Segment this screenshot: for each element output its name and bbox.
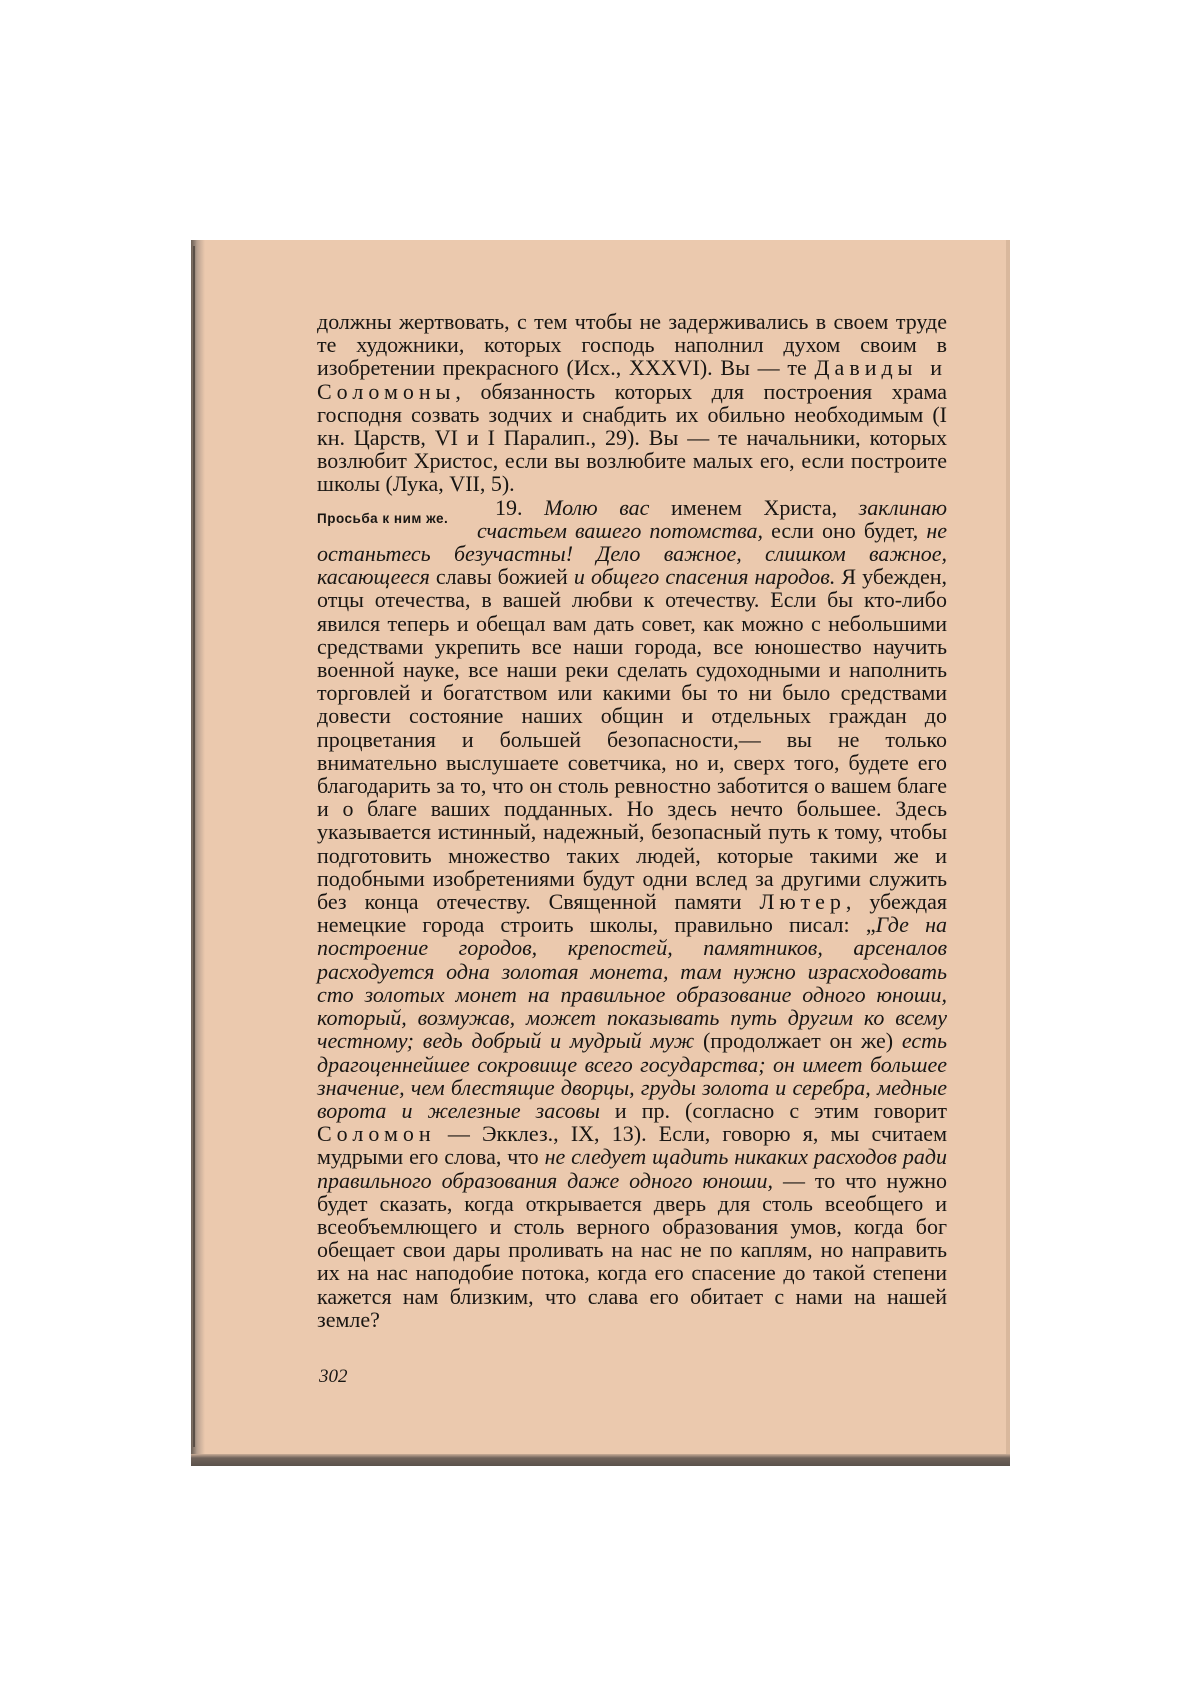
italic-text: заклинаю счастьем вашего потомства, [477, 494, 948, 543]
page-bottom-edge [191, 1454, 1010, 1466]
text-run: и пр. (согласно с этим говорит [599, 1097, 947, 1123]
section-number: 19. [495, 494, 523, 520]
italic-text: есть драгоценнейшее сокровище всего государства; он имеет большее значение, чем блестящие дворцы, груды золота и серебра, медные ворота и железные засовы [317, 1028, 947, 1123]
paragraph [317, 496, 947, 1331]
text-run: (продолжает он же) [694, 1028, 902, 1054]
text-run: должны жертвовать, с тем чтобы не задерживались в своем труде те художники, которых господь наполнил духом своим в изобретении прекрасного (Исх., XXXVI). Вы — те [317, 309, 947, 381]
italic-text: не останьтесь безучастны! Дело важное, слишком важное, касающееся [317, 517, 947, 590]
margin-note: Просьба к ним же. [317, 510, 449, 526]
italic-text: не следует щадить никаких расходов ради правильного образования даже одного юноши, [317, 1144, 947, 1193]
text-run: , обязанность которых для построения храма господня созвать зодчих и снабдить их обильно необходимым (I кн. Царств, VI и I Паралип., 29). Вы — те начальники, которых возлюбит Христос, если вы возлюбите малых его, если построите школы (Лука, VII, 5). [317, 378, 947, 497]
book-page [191, 240, 1010, 1466]
page-number: 302 [319, 1366, 348, 1387]
text-run: Я убежден, отцы отечества, в вашей любви к отечеству. Если бы кто-либо явился теперь и обещал вам дать совет, как можно с небольшими средствами укрепить все наши города, все юношество научить военной науке, все наши реки сделать судоходными и наполнить торговлей и богатством или какими бы то ни было средствами довести состояние наших общин и отдельных граждан до процветания и большей безопасности,— вы не только внимательно выслушаете советчика, но и, сверх того, будете его благодарить за то, что он столь ревностно заботится о вашем благе и о благе ваших подданных. Но здесь нечто большее. Здесь указывается истинный, надежный, безопасный путь к тому, чтобы подготовить множество таких людей, которые такими же и подобными изобретениями будут одни вслед за другими служить без конца отечеству. Священной памяти [317, 564, 947, 915]
spaced-name: Соломон [317, 1121, 436, 1147]
page-right-edge [1006, 240, 1010, 1466]
text-run: — то что нужно будет сказать, когда открывается дверь для столь всеобщего и всеобъемлющего и столь верного образования умов, когда бог обещает свои дары проливать на нас не по каплям, но направить их на нас наподобие потока, когда его спасение до такой степени кажется нам близким, что слава его обитает с нами на нашей земле? [317, 1167, 947, 1332]
spaced-name: Лютер [759, 889, 846, 915]
text-run: — Экклез., IX, 13). Если, говорю я, мы считаем мудрыми его слова, что [317, 1121, 947, 1170]
book-binding [191, 240, 205, 1466]
text-run: именем Христа, [649, 494, 859, 520]
italic-text: Молю вас [544, 494, 650, 520]
spaced-name: Давиды и Соломоны [317, 355, 947, 404]
text-run: , убеждая немецкие города строить школы, правильно писал: „ [317, 889, 948, 938]
text-run: если оно будет, [763, 517, 927, 543]
italic-text: Где на построение городов, крепостей, памятников, арсеналов расходуется одна золотая монета, там нужно израсходовать сто золотых монет на правильное образование одного юноши, который, возмужав, может показывать путь другим ко всему честному; ведь добрый и мудрый муж [317, 912, 947, 1054]
italic-text: и общего спасения народов. [573, 564, 836, 590]
paragraph [317, 310, 947, 496]
text-run: славы божией [429, 564, 574, 590]
binding-edge-line [193, 246, 195, 1447]
body-text [317, 310, 947, 1331]
